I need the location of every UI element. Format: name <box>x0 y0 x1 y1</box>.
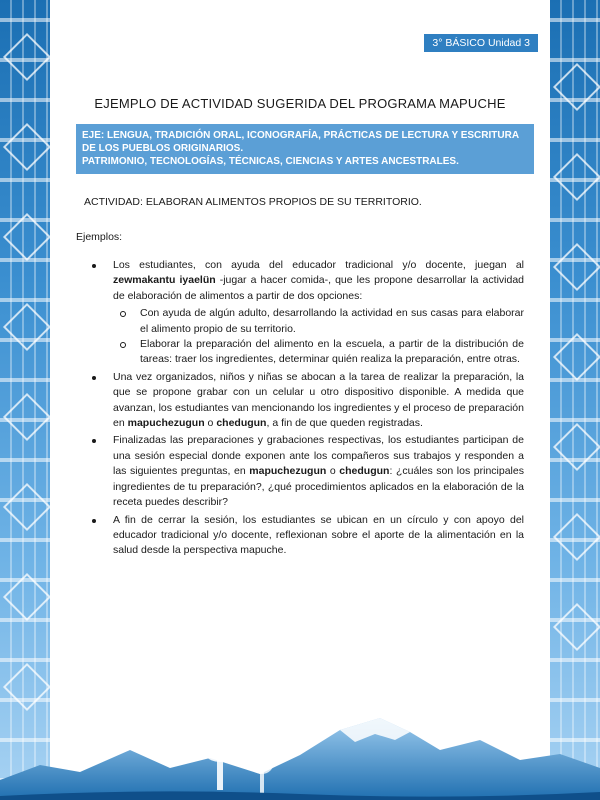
bullet-icon <box>92 376 96 380</box>
item-text: -jugar a hacer comida-, que les propone desarrollar la actividad de elaboración de alimentos a partir de dos opciones: <box>113 274 524 302</box>
bullet-icon <box>92 439 96 443</box>
sub-item-text: Con ayuda de algún adulto, desarrollando la actividad en sus casas para elaborar el alimento propio de su territorio. <box>140 307 524 335</box>
item-bold-term: zewmakantu iyaelün <box>113 274 216 287</box>
item-text: o <box>204 417 217 430</box>
item-text: Una vez organizados, niños y niñas se abocan a la tarea de realizar la preparación, la que se propone grabar con un celular u otro dispositivo disponible. A medida que avanzan, los estudiantes van mencionando los ingredientes y el proceso de preparación en <box>113 370 524 430</box>
item-text: Los estudiantes, con ayuda del educador tradicional y/o docente, juegan al <box>113 259 524 271</box>
mapuche-pattern-border-right-icon <box>550 0 600 800</box>
bullet-icon <box>92 519 96 523</box>
list-item <box>88 258 524 304</box>
item-bold-term: mapuchezugun <box>249 465 327 478</box>
eje-line-1: EJE: LENGUA, TRADICIÓN ORAL, ICONOGRAFÍA, PRÁCTICAS DE LECTURA Y ESCRITURA DE LOS PUEBLOS ORIGINARIOS. <box>82 130 519 154</box>
item-bold-term: mapuchezugun <box>127 417 205 430</box>
examples-list <box>88 258 524 561</box>
sub-list-item <box>88 306 524 337</box>
item-text: Finalizadas las preparaciones y grabaciones respectivas, los estudiantes participan de una sesión especial donde exponen ante los compañeros sus trabajos y responden a las siguientes preguntas, en <box>113 434 524 478</box>
item-bold-term: chedugun <box>339 465 390 478</box>
circle-bullet-icon <box>120 311 126 317</box>
mapuche-pattern-border-left-icon <box>0 0 50 800</box>
item-text: A fin de cerrar la sesión, los estudiantes se ubican en un círculo y con apoyo del educador tradicional y/o docente, reflexionan sobre el aporte de la alimentación en la salud desde la perspectiva mapuche. <box>113 513 524 557</box>
circle-bullet-icon <box>120 342 126 348</box>
activity-heading: ACTIVIDAD: ELABORAN ALIMENTOS PROPIOS DE SU TERRITORIO. <box>84 196 422 208</box>
document-title: EJEMPLO DE ACTIVIDAD SUGERIDA DEL PROGRAMA MAPUCHE <box>94 96 506 111</box>
item-text: : ¿cuáles son los principales ingredientes de tu preparación?, ¿qué procedimientos aplicados en la elaboración de la receta puedes describir? <box>113 465 524 509</box>
examples-label: Ejemplos: <box>76 231 123 243</box>
list-item <box>88 370 524 432</box>
item-bold-term: chedugun <box>216 417 267 430</box>
sub-list-item <box>88 337 524 368</box>
grade-unit-badge: 3° BÁSICO Unidad 3 <box>424 34 538 52</box>
bullet-icon <box>92 264 96 268</box>
list-item <box>88 513 524 559</box>
eje-line-2: PATRIMONIO, TECNOLOGÍAS, TÉCNICAS, CIENCIAS Y ARTES ANCESTRALES. <box>82 156 459 167</box>
sub-item-text: Elaborar la preparación del alimento en la escuela, a partir de la distribución de tareas: traer los ingredientes, determinar quién realiza la preparación, entre otras. <box>140 338 524 366</box>
landscape-illustration-icon <box>0 710 600 800</box>
item-text: , a fin de que queden registradas. <box>266 417 423 430</box>
list-item <box>88 433 524 510</box>
item-text: o <box>326 465 340 478</box>
eje-box <box>76 124 534 174</box>
